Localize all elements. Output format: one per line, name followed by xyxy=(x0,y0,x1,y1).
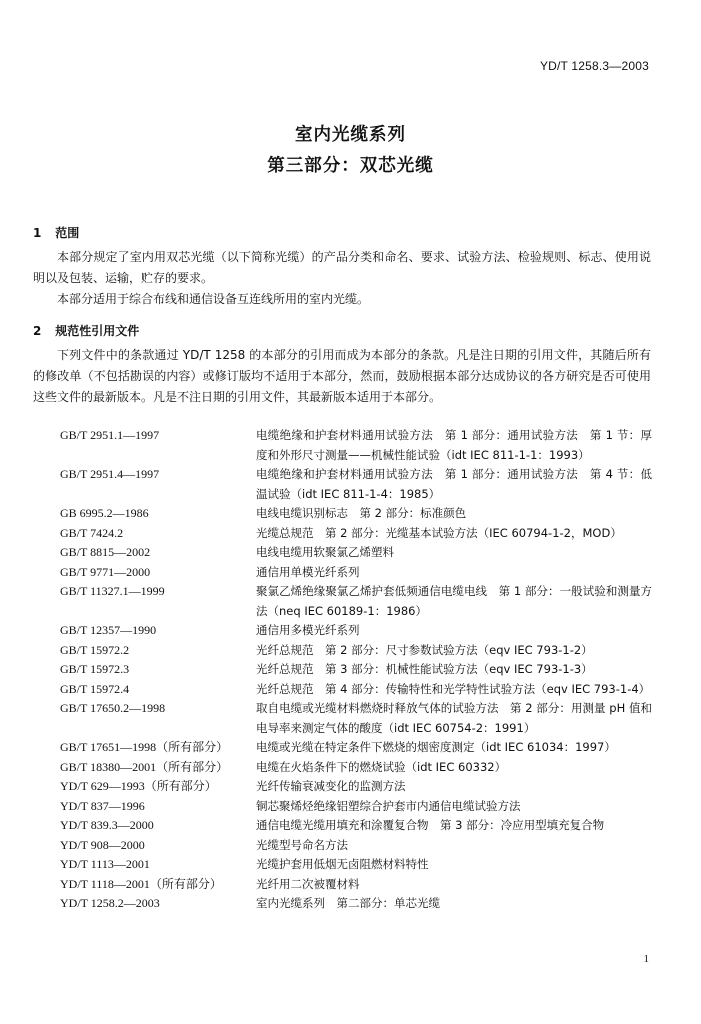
reference-title: 通信用多模光纤系列 xyxy=(256,623,360,637)
reference-code: YD/T 908—2000 xyxy=(60,837,145,852)
reference-title: 取自电缆或光缆材料燃烧时释放气体的试验方法 第 2 部分：用测量 pH 值和电导率来测定气体的酸度（idt IEC 60754-2：1991） xyxy=(256,701,652,735)
scope-paragraph-2: 本部分适用于综合布线和通信设备互连线所用的室内光缆。 xyxy=(57,292,370,306)
page-number: 1 xyxy=(643,953,649,965)
reference-code: YD/T 629—1993（所有部分） xyxy=(60,779,217,793)
reference-title: 光纤传输衰减变化的监测方法 xyxy=(256,779,406,793)
reference-row xyxy=(60,680,652,700)
scope-paragraph-1: 本部分规定了室内用双芯光缆（以下简称光缆）的产品分类和命名、要求、试验方法、检验规则、标志、使用说明以及包装、运输，贮存的要求。 xyxy=(33,250,651,285)
reference-code: YD/T 1113—2001 xyxy=(60,857,150,871)
title-series: 室内光缆系列 xyxy=(295,125,406,145)
reference-code: GB/T 15972.4 xyxy=(60,681,130,696)
normative-intro: 下列文件中的条款通过 YD/T 1258 的本部分的引用而成为本部分的条款。凡是注日期的引用文件，其随后所有的修改单（不包括勘误的内容）或修订版均不适用于本部分，然而，鼓励根据本部分达成协议的各方研究是否可使用这些文件的最新版本。凡是不注日期的引用文件，其最新版本适用于本部分。 xyxy=(33,348,651,404)
reference-row xyxy=(60,504,652,524)
reference-code: GB 6995.2—1986 xyxy=(60,506,149,520)
reference-title: 电缆绝缘和护套材料通用试验方法 第 1 部分：通用试验方法 第 1 节：厚度和外形尺寸测量——机械性能试验（idt IEC 811-1-1：1993） xyxy=(256,428,652,462)
reference-row xyxy=(60,836,652,856)
reference-row xyxy=(60,465,652,504)
reference-title: 光纤用二次被覆材料 xyxy=(256,876,360,891)
reference-code: GB/T 8815—2002 xyxy=(60,545,151,559)
reference-row xyxy=(60,524,652,544)
reference-code: YD/T 837—1996 xyxy=(60,798,145,813)
section-number: 1 xyxy=(33,226,42,240)
section-heading-normative xyxy=(33,322,139,339)
reference-title: 光纤总规范 第 4 部分：传输特性和光学特性试验方法（eqv IEC 793-1-4） xyxy=(256,681,651,696)
standard-number: YD/T 1258.3—2003 xyxy=(539,59,649,73)
reference-title: 电线电缆识别标志 第 2 部分：标准颜色 xyxy=(256,506,467,520)
reference-row xyxy=(60,621,652,641)
reference-row xyxy=(60,582,652,621)
reference-code: GB/T 12357—1990 xyxy=(60,623,157,637)
reference-row xyxy=(60,641,652,661)
reference-code: GB/T 2951.4—1997 xyxy=(60,467,160,481)
section-number: 2 xyxy=(33,324,42,338)
reference-title: 电缆或光缆在特定条件下燃烧的烟密度测定（idt IEC 61034：1997） xyxy=(256,740,616,754)
reference-row xyxy=(60,894,652,914)
document-title xyxy=(0,120,701,182)
reference-code: YD/T 1118—2001（所有部分） xyxy=(60,876,222,891)
reference-code: GB/T 17651—1998（所有部分） xyxy=(60,740,229,754)
reference-code: GB/T 18380—2001（所有部分） xyxy=(60,759,229,774)
section-title: 范围 xyxy=(55,226,80,240)
reference-row xyxy=(60,543,652,563)
reference-row xyxy=(60,738,652,758)
reference-code: GB/T 7424.2 xyxy=(60,525,124,540)
section-title: 规范性引用文件 xyxy=(55,324,140,338)
title-part: 第三部分：双芯光缆 xyxy=(267,156,434,176)
section-heading-scope xyxy=(33,224,79,241)
reference-title: 光纤总规范 第 3 部分：机械性能试验方法（eqv IEC 793-1-3） xyxy=(256,662,593,676)
reference-row xyxy=(60,563,652,583)
reference-title: 光缆总规范 第 2 部分：光缆基本试验方法（IEC 60794-1-2，MOD） xyxy=(256,525,622,540)
reference-title: 通信用单模光纤系列 xyxy=(256,564,360,579)
reference-row xyxy=(60,426,652,465)
reference-row xyxy=(60,816,652,836)
reference-code: GB/T 2951.1—1997 xyxy=(60,428,160,442)
reference-row xyxy=(60,875,652,895)
reference-title: 通信电缆光缆用填充和涂覆复合物 第 3 部分：冷应用型填充复合物 xyxy=(256,818,605,832)
reference-row xyxy=(60,660,652,680)
reference-code: GB/T 9771—2000 xyxy=(60,564,151,579)
reference-title: 室内光缆系列 第二部分：单芯光缆 xyxy=(256,896,440,910)
reference-code: GB/T 15972.2 xyxy=(60,642,130,657)
reference-code: GB/T 11327.1—1999 xyxy=(60,584,165,598)
reference-title: 铜芯聚烯烃绝缘铝塑综合护套市内通信电缆试验方法 xyxy=(256,798,521,813)
reference-list xyxy=(60,426,652,914)
reference-code: YD/T 839.3—2000 xyxy=(60,818,154,832)
reference-title: 光纤总规范 第 2 部分：尺寸参数试验方法（eqv IEC 793-1-2） xyxy=(256,642,593,657)
reference-row xyxy=(60,777,652,797)
reference-title: 电缆在火焰条件下的燃烧试验（idt IEC 60332） xyxy=(256,759,507,774)
reference-row xyxy=(60,797,652,817)
reference-title: 光缆型号命名方法 xyxy=(256,837,348,852)
reference-code: YD/T 1258.2—2003 xyxy=(60,896,160,910)
reference-title: 光缆护套用低烟无卤阻燃材料特性 xyxy=(256,857,429,871)
reference-code: GB/T 15972.3 xyxy=(60,662,130,676)
reference-title: 聚氯乙烯绝缘聚氯乙烯护套低频通信电缆电线 第 1 部分：一般试验和测量方法（neq IEC 60189-1：1986） xyxy=(256,584,652,618)
reference-title: 电线电缆用软聚氯乙烯塑料 xyxy=(256,545,394,559)
reference-row xyxy=(60,699,652,738)
reference-code: GB/T 17650.2—1998 xyxy=(60,701,166,715)
reference-title: 电缆绝缘和护套材料通用试验方法 第 1 部分：通用试验方法 第 4 节：低温试验（idt IEC 811-1-4：1985） xyxy=(256,467,652,501)
reference-row xyxy=(60,758,652,778)
reference-row xyxy=(60,855,652,875)
